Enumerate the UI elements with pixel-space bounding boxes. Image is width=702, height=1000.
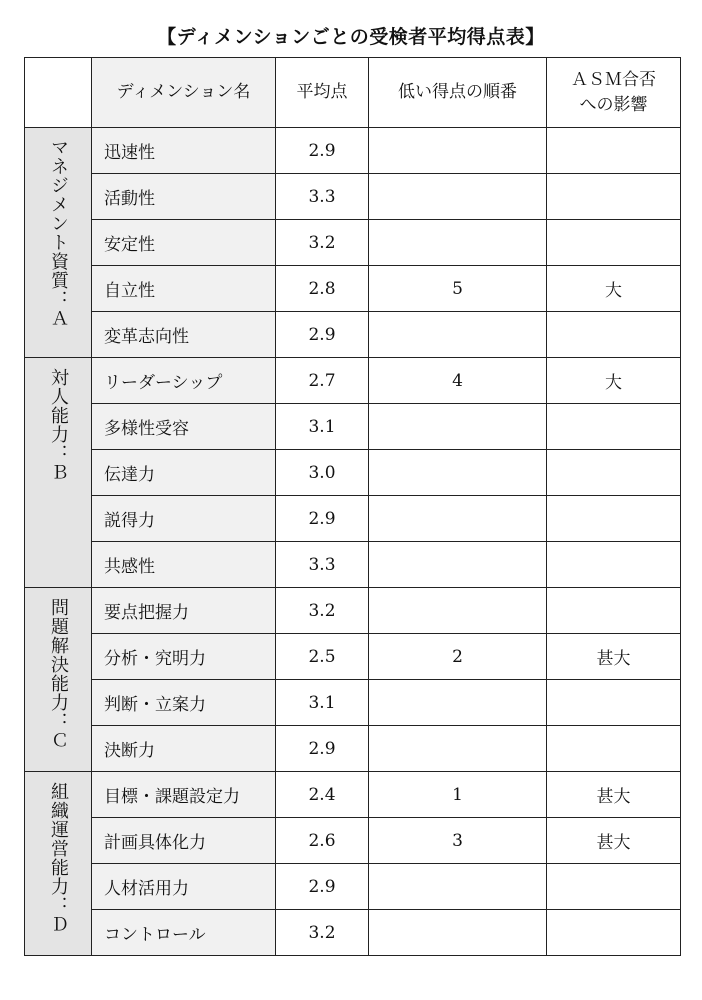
table-row [25,588,681,634]
asm-impact [547,450,681,496]
low-score-rank [369,496,547,542]
table-row [25,404,681,450]
dimension-name: リーダーシップ [92,358,276,404]
group-label: 問題解決能力：Ｃ [48,598,69,750]
table-row [25,174,681,220]
low-score-rank: 2 [369,634,547,680]
average-score: 3.0 [276,450,369,496]
low-score-rank: 1 [369,772,547,818]
asm-impact [547,128,681,174]
dimension-name: 変革志向性 [92,312,276,358]
low-score-rank: 3 [369,818,547,864]
average-score: 2.6 [276,818,369,864]
dimension-name: 活動性 [92,174,276,220]
corner-cell [25,58,92,128]
asm-impact: 甚大 [547,634,681,680]
dimension-name: 共感性 [92,542,276,588]
dimension-name: 決断力 [92,726,276,772]
dimension-name: 計画具体化力 [92,818,276,864]
asm-impact [547,726,681,772]
group-label: マネジメント資質：Ａ [48,138,69,328]
low-score-rank [369,174,547,220]
average-score: 2.9 [276,864,369,910]
score-table [24,57,681,956]
dimension-name: 自立性 [92,266,276,312]
header-average: 平均点 [276,58,369,128]
asm-impact [547,680,681,726]
average-score: 2.9 [276,128,369,174]
low-score-rank [369,680,547,726]
asm-impact [547,220,681,266]
low-score-rank [369,542,547,588]
average-score: 3.2 [276,588,369,634]
asm-impact: 甚大 [547,772,681,818]
table-row [25,266,681,312]
average-score: 2.9 [276,726,369,772]
asm-impact [547,174,681,220]
table-row [25,726,681,772]
asm-impact [547,864,681,910]
low-score-rank: 4 [369,358,547,404]
asm-impact [547,910,681,956]
average-score: 3.1 [276,404,369,450]
low-score-rank [369,312,547,358]
average-score: 3.2 [276,910,369,956]
dimension-name: 要点把握力 [92,588,276,634]
average-score: 2.8 [276,266,369,312]
average-score: 2.4 [276,772,369,818]
dimension-name: 多様性受容 [92,404,276,450]
header-rank: 低い得点の順番 [369,58,547,128]
group-label-cell [25,588,92,772]
table-row [25,542,681,588]
low-score-rank [369,910,547,956]
asm-impact [547,496,681,542]
average-score: 3.1 [276,680,369,726]
table-row [25,772,681,818]
average-score: 2.7 [276,358,369,404]
dimension-name: 迅速性 [92,128,276,174]
average-score: 3.2 [276,220,369,266]
asm-impact: 大 [547,266,681,312]
header-asm-impact [547,58,681,128]
low-score-rank: 5 [369,266,547,312]
header-asm-line2: への影響 [579,94,648,115]
average-score: 3.3 [276,542,369,588]
low-score-rank [369,864,547,910]
table-row [25,312,681,358]
asm-impact [547,542,681,588]
average-score: 2.9 [276,496,369,542]
table-row [25,910,681,956]
low-score-rank [369,220,547,266]
table-row [25,358,681,404]
table-row [25,220,681,266]
asm-impact [547,404,681,450]
dimension-name: 安定性 [92,220,276,266]
header-dimension: ディメンション名 [92,58,276,128]
dimension-name: 伝達力 [92,450,276,496]
low-score-rank [369,588,547,634]
group-label-cell [25,358,92,588]
group-label: 対人能力：Ｂ [48,368,69,482]
asm-impact [547,588,681,634]
table-row [25,864,681,910]
header-asm-line1: ＡＳＭ合否 [571,69,656,90]
dimension-name: 判断・立案力 [92,680,276,726]
asm-impact: 甚大 [547,818,681,864]
group-label: 組織運営能力：Ｄ [48,782,69,934]
asm-impact: 大 [547,358,681,404]
table-row [25,496,681,542]
dimension-name: 目標・課題設定力 [92,772,276,818]
table-row [25,128,681,174]
header-row [25,58,681,128]
table-row [25,680,681,726]
asm-impact [547,312,681,358]
average-score: 2.5 [276,634,369,680]
group-label-cell [25,772,92,956]
page-title: 【ディメンションごとの受検者平均得点表】 [157,26,545,48]
table-row [25,634,681,680]
table-row [25,818,681,864]
low-score-rank [369,128,547,174]
dimension-name: 人材活用力 [92,864,276,910]
average-score: 3.3 [276,174,369,220]
group-label-cell [25,128,92,358]
dimension-name: 説得力 [92,496,276,542]
average-score: 2.9 [276,312,369,358]
low-score-rank [369,450,547,496]
low-score-rank [369,404,547,450]
table-row [25,450,681,496]
dimension-name: 分析・究明力 [92,634,276,680]
low-score-rank [369,726,547,772]
dimension-name: コントロール [92,910,276,956]
